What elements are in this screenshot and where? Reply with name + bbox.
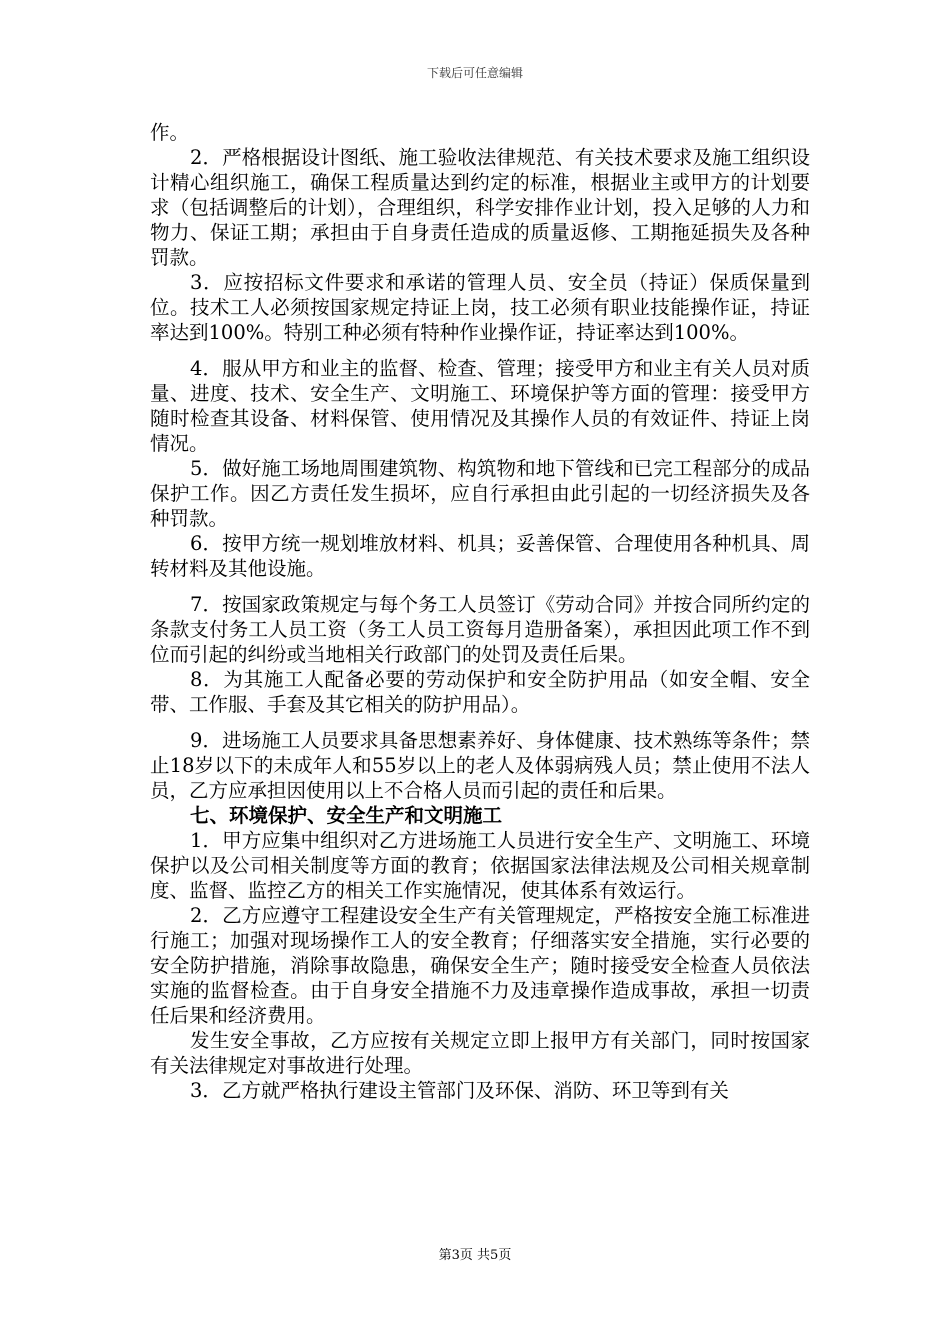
paragraph-accident-report: 发生安全事故，乙方应按有关规定立即上报甲方有关部门，同时按国家有关法律规定对事故进行处理。: [150, 1029, 810, 1077]
paragraph-section7-clause-3: 3．乙方就严格执行建设主管部门及环保、消防、环卫等到有关: [190, 1079, 729, 1102]
paragraph-continuation: 作。: [150, 121, 190, 144]
paragraph-section7-clause-1: 1．甲方应集中组织对乙方进场施工人员进行安全生产、文明施工、环境保护以及公司相关制度等方面的教育；依据国家法律法规及公司相关规章制度、监督、监控乙方的相关工作实施情况，使其体系有效运行。: [150, 829, 810, 902]
paragraph-clause-4: 4．服从甲方和业主的监督、检查、管理；接受甲方和业主有关人员对质量、进度、技术、安全生产、文明施工、环境保护等方面的管理：接受甲方随时检查其设备、材料保管、使用情况及其操作人员的有效证件、持证上岗情况。: [150, 357, 810, 455]
document-body: [150, 120, 810, 1103]
paragraph-clause-9: 9．进场施工人员要求具备思想素养好、身体健康、技术熟练等条件；禁止18岁以下的未成年人和55岁以上的老人及体弱病残人员；禁止使用不法人员，乙方应承担因使用以上不合格人员而引起的责任和后果。: [150, 729, 810, 802]
section-heading-7: 七、环境保护、安全生产和文明施工: [190, 804, 503, 827]
page-footer: 第3页 共5页: [438, 1248, 512, 1263]
page-header: 下载后可任意编辑: [426, 66, 523, 80]
paragraph-clause-8: 8．为其施工人配备必要的劳动保护和安全防护用品（如安全帽、安全带、工作服、手套及其它相关的防护用品）。: [150, 668, 810, 716]
paragraph-clause-3: 3．应按招标文件要求和承诺的管理人员、安全员（持证）保质保量到位。技术工人必须按国家规定持证上岗，技工必须有职业技能操作证，持证率达到100%。特别工种必须有特种作业操作证，持证率达到100%。: [150, 271, 810, 344]
paragraph-clause-7: 7．按国家政策规定与每个务工人员签订《劳动合同》并按合同所约定的条款支付务工人员工资（务工人员工资每月造册备案），承担因此项工作不到位而引起的纠纷或当地相关行政部门的处罚及责任后果。: [150, 593, 810, 666]
paragraph-clause-2: 2．严格根据设计图纸、施工验收法律规范、有关技术要求及施工组织设计精心组织施工，确保工程质量达到约定的标准，根据业主或甲方的计划要求（包括调整后的计划），合理组织，科学安排作业计划，投入足够的人力和物力、保证工期；承担由于自身责任造成的质量返修、工期拖延损失及各种罚款。: [150, 146, 810, 269]
paragraph-clause-5: 5．做好施工场地周围建筑物、构筑物和地下管线和已完工程部分的成品保护工作。因乙方责任发生损坏，应自行承担由此引起的一切经济损失及各种罚款。: [150, 457, 810, 530]
paragraph-clause-6: 6．按甲方统一规划堆放材料、机具；妥善保管、合理使用各种机具、周转材料及其他设施。: [150, 532, 810, 580]
paragraph-section7-clause-2: 2．乙方应遵守工程建设安全生产有关管理规定，严格按安全施工标准进行施工；加强对现场操作工人的安全教育；仔细落实安全措施，实行必要的安全防护措施，消除事故隐患，确保安全生产；随时接受安全检查人员依法实施的监督检查。由于自身安全措施不力及违章操作造成事故，承担一切责任后果和经济费用。: [150, 904, 810, 1027]
